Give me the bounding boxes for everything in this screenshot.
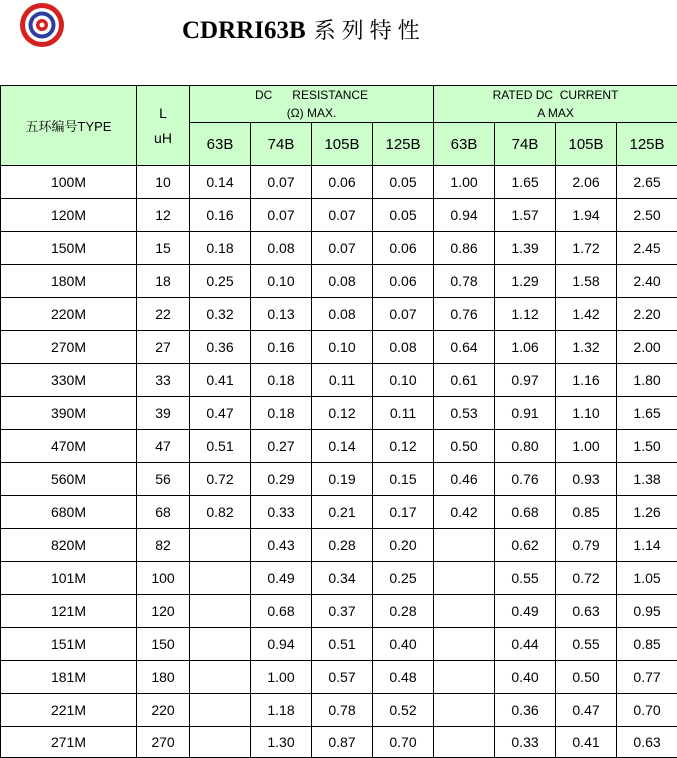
current-cell: 0.47 bbox=[556, 694, 617, 727]
current-sub-105b: 105B bbox=[556, 123, 617, 166]
current-cell: 2.20 bbox=[617, 298, 677, 331]
table-row bbox=[1, 430, 677, 463]
current-cell: 0.79 bbox=[556, 529, 617, 562]
type-cell: 390M bbox=[1, 397, 137, 430]
resistance-cell: 0.32 bbox=[190, 298, 251, 331]
resistance-cell: 0.13 bbox=[251, 298, 312, 331]
resistance-cell: 0.14 bbox=[190, 166, 251, 199]
table-row bbox=[1, 562, 677, 595]
resistance-cell: 0.36 bbox=[190, 331, 251, 364]
current-cell: 2.40 bbox=[617, 265, 677, 298]
current-cell: 0.94 bbox=[434, 199, 495, 232]
table-row bbox=[1, 727, 677, 758]
inductance-cell: 15 bbox=[137, 232, 190, 265]
resistance-cell: 0.48 bbox=[373, 661, 434, 694]
page-title bbox=[182, 14, 426, 45]
resistance-cell: 0.14 bbox=[312, 430, 373, 463]
inductance-cell: 22 bbox=[137, 298, 190, 331]
current-cell: 1.80 bbox=[617, 364, 677, 397]
resistance-sub-125b: 125B bbox=[373, 123, 434, 166]
resistance-header-line2: (Ω) MAX. bbox=[190, 104, 433, 122]
resistance-cell: 1.00 bbox=[251, 661, 312, 694]
current-cell: 1.38 bbox=[617, 463, 677, 496]
resistance-cell: 1.30 bbox=[251, 727, 312, 758]
type-cell: 560M bbox=[1, 463, 137, 496]
resistance-cell: 0.11 bbox=[312, 364, 373, 397]
table-row bbox=[1, 397, 677, 430]
type-cell: 221M bbox=[1, 694, 137, 727]
resistance-cell: 0.16 bbox=[190, 199, 251, 232]
resistance-cell: 0.28 bbox=[312, 529, 373, 562]
type-cell: 330M bbox=[1, 364, 137, 397]
current-cell: 0.50 bbox=[434, 430, 495, 463]
inductance-cell: 33 bbox=[137, 364, 190, 397]
type-cell: 151M bbox=[1, 628, 137, 661]
inductance-cell: 180 bbox=[137, 661, 190, 694]
current-cell: 0.80 bbox=[495, 430, 556, 463]
resistance-cell: 0.11 bbox=[373, 397, 434, 430]
resistance-cell: 0.57 bbox=[312, 661, 373, 694]
resistance-cell bbox=[190, 562, 251, 595]
resistance-cell: 0.37 bbox=[312, 595, 373, 628]
table-row bbox=[1, 166, 677, 199]
resistance-cell: 0.25 bbox=[373, 562, 434, 595]
resistance-cell bbox=[190, 628, 251, 661]
inductance-label: L bbox=[137, 101, 189, 126]
current-cell: 0.76 bbox=[434, 298, 495, 331]
resistance-cell: 0.94 bbox=[251, 628, 312, 661]
inductance-cell: 68 bbox=[137, 496, 190, 529]
resistance-cell: 0.33 bbox=[251, 496, 312, 529]
table-row bbox=[1, 331, 677, 364]
current-cell: 0.95 bbox=[617, 595, 677, 628]
resistance-header bbox=[190, 86, 434, 123]
current-cell: 0.55 bbox=[495, 562, 556, 595]
resistance-cell: 0.70 bbox=[373, 727, 434, 758]
table-row bbox=[1, 529, 677, 562]
resistance-cell: 0.18 bbox=[251, 364, 312, 397]
resistance-cell: 0.25 bbox=[190, 265, 251, 298]
resistance-cell: 0.08 bbox=[312, 298, 373, 331]
current-cell: 2.50 bbox=[617, 199, 677, 232]
current-cell: 0.91 bbox=[495, 397, 556, 430]
type-cell: 100M bbox=[1, 166, 137, 199]
inductance-cell: 82 bbox=[137, 529, 190, 562]
resistance-sub-63b: 63B bbox=[190, 123, 251, 166]
current-cell: 0.53 bbox=[434, 397, 495, 430]
current-header bbox=[434, 86, 677, 123]
type-cell: 271M bbox=[1, 727, 137, 758]
resistance-cell: 0.12 bbox=[373, 430, 434, 463]
resistance-cell: 0.87 bbox=[312, 727, 373, 758]
resistance-cell: 0.15 bbox=[373, 463, 434, 496]
table-row bbox=[1, 232, 677, 265]
table-row bbox=[1, 595, 677, 628]
current-cell: 0.55 bbox=[556, 628, 617, 661]
current-cell: 1.57 bbox=[495, 199, 556, 232]
current-cell bbox=[434, 661, 495, 694]
current-sub-63b: 63B bbox=[434, 123, 495, 166]
current-cell: 0.63 bbox=[556, 595, 617, 628]
current-cell bbox=[434, 595, 495, 628]
resistance-cell: 0.06 bbox=[312, 166, 373, 199]
current-header-line1: RATED DC CURRENT bbox=[434, 86, 677, 104]
table-row bbox=[1, 364, 677, 397]
resistance-cell: 0.18 bbox=[251, 397, 312, 430]
resistance-cell: 0.05 bbox=[373, 199, 434, 232]
title-suffix: 系列特性 bbox=[314, 19, 426, 44]
type-cell: 820M bbox=[1, 529, 137, 562]
current-cell: 0.62 bbox=[495, 529, 556, 562]
current-cell: 2.45 bbox=[617, 232, 677, 265]
current-cell: 0.64 bbox=[434, 331, 495, 364]
current-cell: 1.06 bbox=[495, 331, 556, 364]
current-cell: 0.46 bbox=[434, 463, 495, 496]
resistance-cell: 0.05 bbox=[373, 166, 434, 199]
target-logo-icon bbox=[19, 2, 65, 48]
current-cell: 0.70 bbox=[617, 694, 677, 727]
current-cell: 0.72 bbox=[556, 562, 617, 595]
current-cell bbox=[434, 694, 495, 727]
current-cell: 0.77 bbox=[617, 661, 677, 694]
resistance-cell: 0.49 bbox=[251, 562, 312, 595]
current-cell: 0.85 bbox=[617, 628, 677, 661]
resistance-cell: 0.07 bbox=[312, 232, 373, 265]
resistance-cell bbox=[190, 727, 251, 758]
current-cell: 1.16 bbox=[556, 364, 617, 397]
resistance-cell: 0.68 bbox=[251, 595, 312, 628]
current-cell: 1.12 bbox=[495, 298, 556, 331]
type-cell: 220M bbox=[1, 298, 137, 331]
current-cell: 0.49 bbox=[495, 595, 556, 628]
type-cell: 120M bbox=[1, 199, 137, 232]
resistance-sub-74b: 74B bbox=[251, 123, 312, 166]
spec-table bbox=[0, 85, 677, 758]
current-cell: 0.86 bbox=[434, 232, 495, 265]
inductance-cell: 47 bbox=[137, 430, 190, 463]
resistance-cell: 0.72 bbox=[190, 463, 251, 496]
current-cell: 1.14 bbox=[617, 529, 677, 562]
current-cell: 0.93 bbox=[556, 463, 617, 496]
resistance-cell: 0.51 bbox=[312, 628, 373, 661]
resistance-cell: 0.12 bbox=[312, 397, 373, 430]
inductance-unit: uH bbox=[137, 126, 189, 151]
inductance-cell: 10 bbox=[137, 166, 190, 199]
resistance-sub-105b: 105B bbox=[312, 123, 373, 166]
table-row bbox=[1, 496, 677, 529]
type-cell: 121M bbox=[1, 595, 137, 628]
current-cell: 1.29 bbox=[495, 265, 556, 298]
current-cell: 0.76 bbox=[495, 463, 556, 496]
resistance-cell: 0.27 bbox=[251, 430, 312, 463]
resistance-cell: 0.28 bbox=[373, 595, 434, 628]
current-cell: 1.26 bbox=[617, 496, 677, 529]
resistance-cell: 0.19 bbox=[312, 463, 373, 496]
inductance-cell: 56 bbox=[137, 463, 190, 496]
resistance-cell bbox=[190, 661, 251, 694]
current-cell bbox=[434, 628, 495, 661]
resistance-cell: 0.08 bbox=[251, 232, 312, 265]
resistance-cell bbox=[190, 595, 251, 628]
current-cell: 0.97 bbox=[495, 364, 556, 397]
inductance-cell: 270 bbox=[137, 727, 190, 758]
table-row bbox=[1, 694, 677, 727]
current-header-line2: A MAX bbox=[434, 104, 677, 122]
type-cell: 181M bbox=[1, 661, 137, 694]
inductance-cell: 18 bbox=[137, 265, 190, 298]
type-cell: 470M bbox=[1, 430, 137, 463]
resistance-cell: 0.10 bbox=[373, 364, 434, 397]
resistance-cell: 0.20 bbox=[373, 529, 434, 562]
resistance-cell: 0.10 bbox=[312, 331, 373, 364]
resistance-cell: 0.18 bbox=[190, 232, 251, 265]
inductance-cell: 100 bbox=[137, 562, 190, 595]
current-cell: 1.00 bbox=[434, 166, 495, 199]
resistance-cell: 0.16 bbox=[251, 331, 312, 364]
current-cell: 1.39 bbox=[495, 232, 556, 265]
resistance-cell: 0.17 bbox=[373, 496, 434, 529]
current-cell: 0.78 bbox=[434, 265, 495, 298]
current-cell: 0.40 bbox=[495, 661, 556, 694]
inductance-cell: 150 bbox=[137, 628, 190, 661]
current-cell: 0.44 bbox=[495, 628, 556, 661]
type-cell: 150M bbox=[1, 232, 137, 265]
current-cell: 1.32 bbox=[556, 331, 617, 364]
current-sub-125b: 125B bbox=[617, 123, 677, 166]
inductance-cell: 120 bbox=[137, 595, 190, 628]
type-header: 五环编号TYPE bbox=[1, 86, 137, 166]
current-cell: 0.68 bbox=[495, 496, 556, 529]
current-cell: 1.00 bbox=[556, 430, 617, 463]
resistance-cell: 0.82 bbox=[190, 496, 251, 529]
type-cell: 180M bbox=[1, 265, 137, 298]
type-cell: 270M bbox=[1, 331, 137, 364]
resistance-cell: 0.29 bbox=[251, 463, 312, 496]
resistance-cell: 0.21 bbox=[312, 496, 373, 529]
resistance-cell: 0.07 bbox=[251, 166, 312, 199]
resistance-cell bbox=[190, 694, 251, 727]
resistance-cell: 1.18 bbox=[251, 694, 312, 727]
resistance-cell: 0.07 bbox=[251, 199, 312, 232]
resistance-cell: 0.47 bbox=[190, 397, 251, 430]
inductance-cell: 27 bbox=[137, 331, 190, 364]
inductance-cell: 220 bbox=[137, 694, 190, 727]
resistance-cell: 0.43 bbox=[251, 529, 312, 562]
current-cell: 1.50 bbox=[617, 430, 677, 463]
resistance-cell bbox=[190, 529, 251, 562]
resistance-cell: 0.10 bbox=[251, 265, 312, 298]
current-cell: 1.65 bbox=[495, 166, 556, 199]
current-cell: 2.06 bbox=[556, 166, 617, 199]
current-sub-74b: 74B bbox=[495, 123, 556, 166]
current-cell: 0.33 bbox=[495, 727, 556, 758]
resistance-cell: 0.07 bbox=[373, 298, 434, 331]
table-row bbox=[1, 463, 677, 496]
current-cell: 0.36 bbox=[495, 694, 556, 727]
current-cell: 0.61 bbox=[434, 364, 495, 397]
resistance-header-line1: DC RESISTANCE bbox=[190, 86, 433, 104]
resistance-cell: 0.41 bbox=[190, 364, 251, 397]
current-cell: 1.65 bbox=[617, 397, 677, 430]
inductance-cell: 39 bbox=[137, 397, 190, 430]
table-row bbox=[1, 199, 677, 232]
current-cell: 1.72 bbox=[556, 232, 617, 265]
table-row bbox=[1, 298, 677, 331]
title-model: CDRRI63B bbox=[182, 17, 306, 44]
document-header bbox=[0, 0, 677, 86]
current-cell: 0.42 bbox=[434, 496, 495, 529]
table-row bbox=[1, 661, 677, 694]
resistance-cell: 0.78 bbox=[312, 694, 373, 727]
resistance-cell: 0.06 bbox=[373, 265, 434, 298]
resistance-cell: 0.08 bbox=[373, 331, 434, 364]
inductance-cell: 12 bbox=[137, 199, 190, 232]
resistance-cell: 0.06 bbox=[373, 232, 434, 265]
resistance-cell: 0.51 bbox=[190, 430, 251, 463]
current-cell: 1.94 bbox=[556, 199, 617, 232]
current-cell: 0.50 bbox=[556, 661, 617, 694]
resistance-cell: 0.34 bbox=[312, 562, 373, 595]
current-cell: 1.42 bbox=[556, 298, 617, 331]
current-cell: 0.85 bbox=[556, 496, 617, 529]
inductance-header bbox=[137, 86, 190, 166]
resistance-cell: 0.40 bbox=[373, 628, 434, 661]
current-cell: 0.41 bbox=[556, 727, 617, 758]
resistance-cell: 0.08 bbox=[312, 265, 373, 298]
current-cell: 2.65 bbox=[617, 166, 677, 199]
type-cell: 101M bbox=[1, 562, 137, 595]
current-cell bbox=[434, 529, 495, 562]
current-cell bbox=[434, 727, 495, 758]
current-cell: 2.00 bbox=[617, 331, 677, 364]
current-cell: 1.58 bbox=[556, 265, 617, 298]
type-cell: 680M bbox=[1, 496, 137, 529]
current-cell: 1.10 bbox=[556, 397, 617, 430]
current-cell: 1.05 bbox=[617, 562, 677, 595]
current-cell: 0.63 bbox=[617, 727, 677, 758]
table-row bbox=[1, 265, 677, 298]
resistance-cell: 0.07 bbox=[312, 199, 373, 232]
resistance-cell: 0.52 bbox=[373, 694, 434, 727]
current-cell bbox=[434, 562, 495, 595]
table-row bbox=[1, 628, 677, 661]
